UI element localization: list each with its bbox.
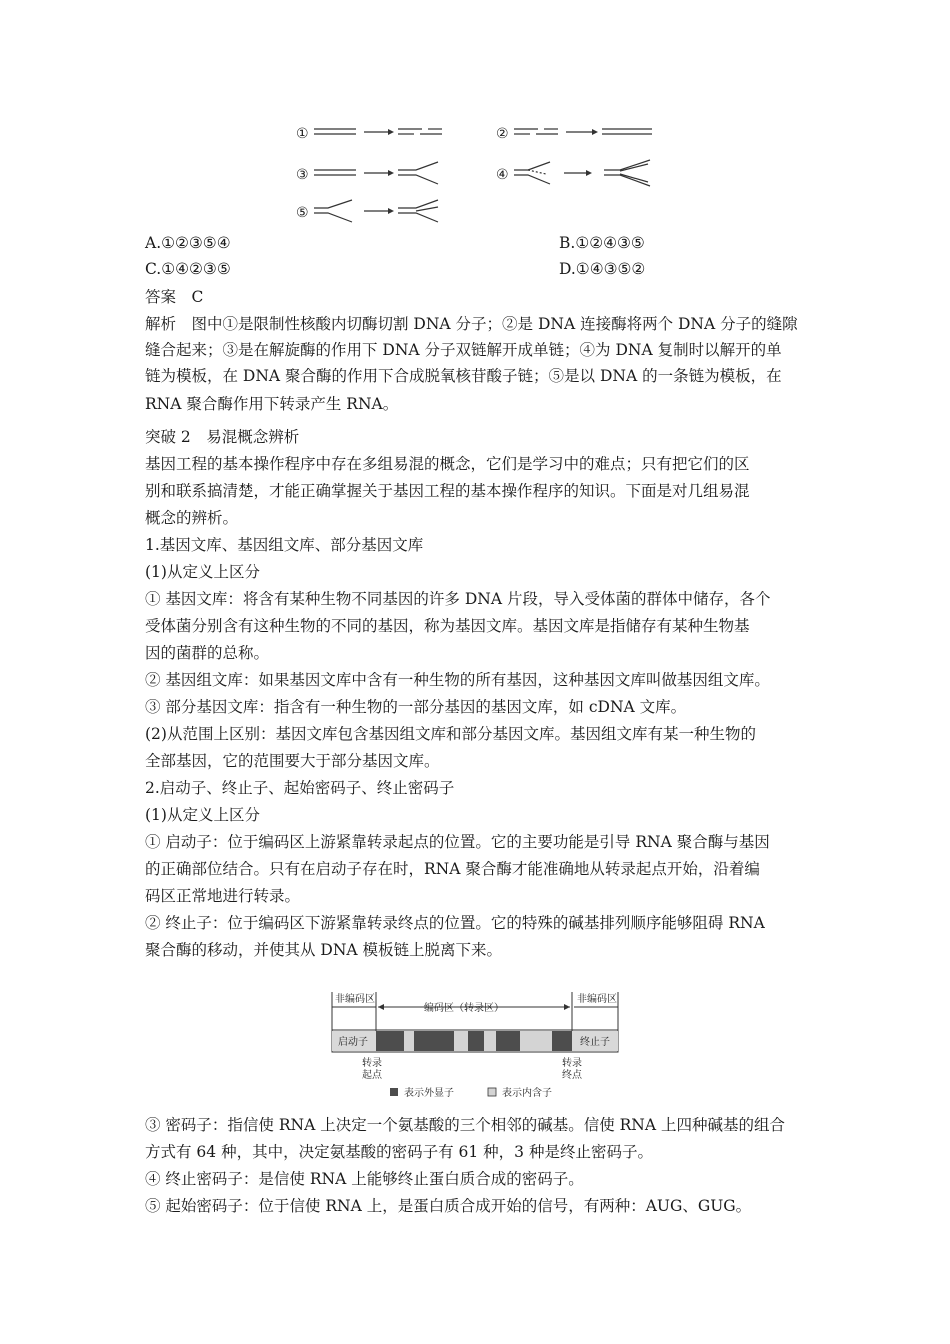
part2-item2-line: 聚合酶的移动，并使其从 DNA 模板链上脱离下来。 [145, 941, 503, 959]
intron-block [404, 1031, 414, 1051]
intron-block [484, 1031, 496, 1051]
part1-item1-line: ① 基因文库：将含有某种生物不同基因的许多 DNA 片段，导入受体菌的群体中储存，各个 [145, 590, 771, 608]
coding-region-label: 编码区（转录区） [424, 1003, 504, 1014]
terminator-label: 终止子 [580, 1037, 610, 1048]
legend-intron-swatch [488, 1088, 496, 1096]
part2-item1-line: 码区正常地进行转录。 [145, 887, 301, 905]
legend-exon-label: 表示外显子 [404, 1088, 454, 1099]
promoter-label: 启动子 [338, 1037, 368, 1048]
part2-item1-line: 的正确部位结合。只有在启动子存在时，RNA 聚合酶才能准确地从转录起点开始，沿着编 [145, 860, 760, 878]
transcription-end-label: 转录 [562, 1058, 582, 1069]
exon-block [376, 1031, 404, 1051]
part1-item2: ② 基因组文库：如果基因文库中含有一种生物的所有基因，这种基因文库叫做基因组文库。 [145, 671, 770, 689]
exon-block [496, 1031, 520, 1051]
option-d: D.①④③⑤② [559, 260, 646, 278]
part2-title: 2.启动子、终止子、起始密码子、终止密码子 [145, 779, 455, 797]
exon-block [414, 1031, 454, 1051]
part1-sub2-line: 全部基因，它的范围要大于部分基因文库。 [145, 752, 440, 770]
part2-sub1: (1)从定义上区分 [145, 806, 260, 824]
intron-block [454, 1031, 468, 1051]
part2-item1-line: ① 启动子：位于编码区上游紧靠转录起点的位置。它的主要功能是引导 RNA 聚合酶与基因 [145, 833, 770, 851]
label-4: ④ [496, 167, 509, 183]
option-a: A.①②③⑤④ [145, 234, 231, 252]
analysis-line: 缝合起来；③是在解旋酶的作用下 DNA 分子双链解开成单链；④为 DNA 复制时以解开的单 [145, 341, 782, 359]
label-1: ① [296, 126, 309, 142]
noncoding-left-label: 非编码区 [335, 994, 375, 1005]
intro-line: 概念的辨析。 [145, 509, 239, 527]
legend-intron-label: 表示内含子 [502, 1088, 552, 1099]
part1-item1-line: 受体菌分别含有这种生物的不同的基因，称为基因文库。基因文库是指储存有某种生物基 [145, 617, 750, 635]
intro-line: 基因工程的基本操作程序中存在多组易混的概念，它们是学习中的难点；只有把它们的区 [145, 455, 750, 473]
exon-block [468, 1031, 484, 1051]
part2-item5: ⑤ 起始密码子：位于信使 RNA 上，是蛋白质合成开始的信号，有两种：AUG、GUG。 [145, 1197, 752, 1215]
intro-line: 别和联系搞清楚，才能正确掌握关于基因工程的基本操作程序的知识。下面是对几组易混 [145, 482, 750, 500]
exon-block [552, 1031, 572, 1051]
part1-sub2-line: (2)从范围上区别：基因文库包含基因组文库和部分基因文库。基因组文库有某一种生物的 [145, 725, 756, 743]
part2-item3-line: ③ 密码子：指信使 RNA 上决定一个氨基酸的三个相邻的碱基。信使 RNA 上四种碱基的组合 [145, 1116, 785, 1134]
transcription-start-label: 转录 [362, 1058, 382, 1069]
dna-operations-figure [280, 112, 680, 232]
section-title: 突破 2 易混概念辨析 [145, 428, 300, 446]
option-c: C.①④②③⑤ [145, 260, 231, 278]
legend-exon-swatch [390, 1088, 398, 1096]
options-row-1 [145, 233, 645, 253]
transcription-end-label: 终点 [562, 1070, 582, 1081]
option-b: B.①②④③⑤ [559, 234, 645, 252]
part1-sub1: (1)从定义上区分 [145, 563, 260, 581]
part1-item1-line: 因的菌群的总称。 [145, 644, 270, 662]
analysis-line: RNA 聚合酶作用下转录产生 RNA。 [145, 395, 399, 413]
part2-item2-line: ② 终止子：位于编码区下游紧靠转录终点的位置。它的特殊的碱基排列顺序能够阻碍 RNA [145, 914, 765, 932]
part2-item3-line: 方式有 64 种，其中，决定氨基酸的密码子有 61 种，3 种是终止密码子。 [145, 1143, 653, 1161]
analysis-line: 解析 图中①是限制性核酸内切酶切割 DNA 分子；②是 DNA 连接酶将两个 DNA 分子的缝隙 [145, 315, 798, 333]
part1-title: 1.基因文库、基因组文库、部分基因文库 [145, 536, 424, 554]
part1-item3: ③ 部分基因文库：指含有一种生物的一部分基因的基因文库，如 cDNA 文库。 [145, 698, 687, 716]
part2-item4: ④ 终止密码子：是信使 RNA 上能够终止蛋白质合成的密码子。 [145, 1170, 584, 1188]
intron-block [520, 1031, 552, 1051]
transcription-start-label: 起点 [362, 1070, 382, 1081]
options-row-2 [145, 259, 646, 279]
gene-structure-figure [328, 990, 628, 1100]
exon-blocks [376, 1031, 572, 1051]
analysis-line: 链为模板，在 DNA 聚合酶的作用下合成脱氧核苷酸子链；⑤是以 DNA 的一条链为模板，在 [145, 367, 782, 385]
label-5: ⑤ [296, 205, 309, 221]
answer: 答案 C [145, 288, 204, 306]
label-2: ② [496, 126, 509, 142]
label-3: ③ [296, 167, 309, 183]
noncoding-right-label: 非编码区 [577, 994, 617, 1005]
